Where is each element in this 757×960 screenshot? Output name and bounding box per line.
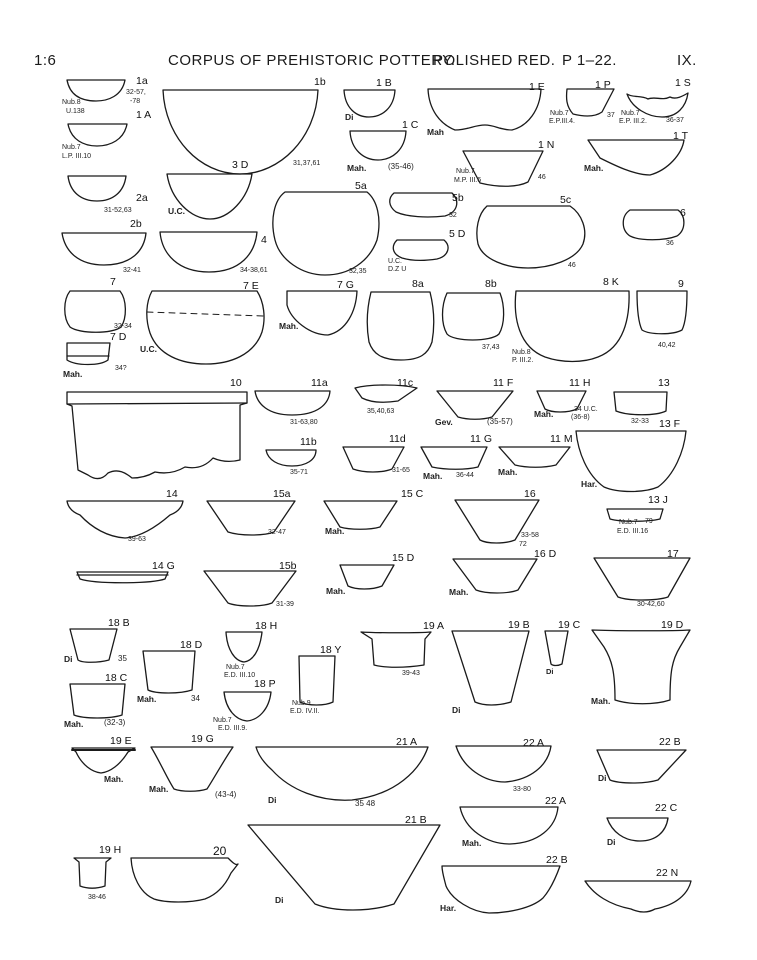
pot-18H	[226, 632, 262, 662]
figure-site: U.C.	[388, 258, 402, 265]
figure-label: 22 C	[655, 802, 678, 814]
figure-label: 16	[524, 488, 536, 500]
figure-site: P. III.2.	[512, 357, 534, 364]
figure-date: 34 U.C.	[574, 406, 598, 413]
figure-date: 33-80	[513, 786, 531, 793]
figure-provenance: Di	[546, 667, 554, 676]
figure-label: 7 G	[337, 279, 354, 291]
pot-4	[160, 232, 257, 272]
figure-provenance: Di	[598, 773, 607, 783]
figure-label: 19 B	[508, 619, 530, 631]
pot-14	[67, 501, 183, 538]
pot-11F	[437, 391, 513, 419]
figure-label: 13	[658, 377, 670, 389]
figure-label: 11b	[300, 436, 317, 448]
figure-provenance: Mah.	[137, 694, 157, 704]
figure-label: 5b	[452, 192, 464, 204]
figure-date: 31-39	[276, 601, 294, 608]
figure-label: 11 F	[493, 377, 514, 389]
pot-22C	[607, 818, 668, 841]
figure-label: 11d	[389, 433, 406, 445]
pot-15C	[324, 501, 397, 529]
figure-label: 7	[110, 276, 116, 288]
figure-label: 22 A	[523, 737, 545, 749]
figure-date: 32	[449, 212, 457, 219]
figure-provenance: Mah.	[64, 719, 84, 729]
figure-provenance: Mah	[427, 127, 444, 137]
figure-label: 19 D	[661, 619, 684, 631]
figure-date: 31,37,61	[293, 160, 321, 167]
figure-date: 32-47	[268, 529, 286, 536]
figure-site: E.D. III.16	[617, 528, 649, 535]
pot-11M	[499, 447, 570, 467]
figure-provenance: Har.	[581, 479, 598, 489]
figure-label: 5a	[355, 180, 367, 192]
figure-label: 7 E	[243, 280, 259, 292]
figure-date: 32-34	[114, 323, 132, 330]
figure-label: 13 J	[648, 494, 668, 506]
figure-label: 16 D	[534, 548, 557, 560]
figure-label: 21 A	[396, 736, 418, 748]
pot-22A-top	[456, 746, 551, 782]
figure-label: 11 M	[550, 433, 573, 445]
pot-18B	[70, 629, 117, 662]
figure-label: 1 P	[595, 79, 611, 91]
figure-date: 32-57,	[126, 89, 146, 96]
figure-date: 30-42,60	[637, 601, 665, 608]
pot-21A	[256, 747, 428, 800]
figure-label: 15 C	[401, 488, 424, 500]
pot-1E	[428, 89, 541, 130]
figure-provenance: Mah.	[423, 471, 443, 481]
figure-provenance: Mah.	[498, 467, 518, 477]
figure-date: 34-38,61	[240, 267, 268, 274]
figure-provenance: Di	[345, 112, 354, 122]
figure-site: U.138	[66, 108, 85, 115]
figure-date: 72	[519, 541, 527, 548]
figure-date: (35-57)	[487, 417, 513, 426]
figure-provenance: Mah.	[462, 838, 482, 848]
pot-19C	[545, 631, 568, 666]
pot-2b	[62, 233, 146, 265]
pot-10	[67, 392, 247, 479]
figure-label: 18 Y	[320, 644, 342, 656]
figure-label: 1 S	[675, 77, 691, 89]
figure-provenance: Di	[64, 654, 73, 664]
pot-20	[131, 858, 238, 902]
figure-site: Nub.7	[621, 110, 640, 117]
figure-site: M.P. III.6	[454, 177, 482, 184]
figure-date: 34?	[115, 365, 127, 372]
figure-date: (35-46)	[388, 162, 414, 171]
figure-label: 11c	[397, 377, 414, 389]
figure-date: 31-63,80	[290, 419, 318, 426]
figure-date: (43-4)	[215, 790, 237, 799]
pot-19A	[361, 632, 431, 667]
figure-date: (36-8)	[571, 414, 590, 421]
figure-date: 35	[118, 654, 127, 663]
figure-label: 6	[680, 207, 686, 219]
pot-19E	[72, 748, 135, 773]
figure-label: 5c	[560, 194, 572, 206]
figure-provenance: U.C.	[168, 206, 185, 216]
figure-date: 32-33	[631, 418, 649, 425]
pot-1C	[350, 131, 406, 160]
figure-date: 46	[568, 262, 576, 269]
figure-label: 22 A	[545, 795, 567, 807]
pot-7E-line	[147, 312, 263, 316]
pot-5c	[477, 206, 585, 268]
figure-label: 22 N	[656, 867, 679, 879]
figure-label: 15b	[279, 560, 297, 572]
pot-11G	[421, 447, 487, 469]
figure-label: 1 T	[673, 130, 688, 142]
pot-17	[594, 558, 690, 600]
figure-site: Nub.7	[456, 168, 475, 175]
figure-date: 36-37	[666, 117, 684, 124]
figure-date: (32-3)	[104, 718, 126, 727]
plate-subtitle: POLISHED RED.	[433, 52, 556, 69]
figure-label: 15a	[273, 488, 291, 500]
figure-label: 8a	[412, 278, 424, 290]
figure-label: 11 G	[470, 433, 492, 445]
figure-date: 39-43	[402, 670, 420, 677]
pot-22B-top	[597, 750, 686, 783]
figure-site: Nub.7	[62, 144, 81, 151]
figure-date: 46	[538, 174, 546, 181]
figure-label: 3 D	[232, 159, 249, 171]
figure-site: Nub.8	[512, 349, 531, 356]
figure-provenance: Mah.	[279, 321, 299, 331]
figure-site: E.D. IV.II.	[290, 708, 320, 715]
figure-label: 19 G	[191, 733, 214, 745]
figure-label: 7 D	[110, 331, 127, 343]
pot-8K	[515, 291, 629, 362]
figure-site: Nub.8	[62, 99, 81, 106]
pot-7D	[67, 343, 110, 365]
figure-date: 40,42	[658, 342, 676, 349]
figure-date: 33-58	[521, 532, 539, 539]
figure-label: 9	[678, 278, 684, 290]
figure-provenance: U.C.	[140, 344, 157, 354]
figure-date: 31-65	[392, 467, 410, 474]
pot-22N	[585, 881, 691, 912]
figure-label: 21 B	[405, 814, 427, 826]
figure-provenance: Di	[275, 895, 284, 905]
figure-label: 17	[667, 548, 679, 560]
figure-label: 2a	[136, 192, 148, 204]
pot-19B	[452, 631, 529, 705]
figure-site: Nub.9	[292, 700, 311, 707]
figure-label: 1a	[136, 75, 148, 87]
pot-11a	[255, 391, 330, 415]
figure-label: 18 C	[105, 672, 128, 684]
figure-provenance: Di	[268, 795, 277, 805]
figure-label: 18 H	[255, 620, 278, 632]
figure-date: 34	[191, 694, 200, 703]
figure-date: 37,43	[482, 344, 500, 351]
figure-date: 32-41	[123, 267, 141, 274]
figure-site: L.P. III.10	[62, 153, 92, 160]
figure-provenance: Mah.	[326, 586, 346, 596]
pot-14G	[77, 572, 168, 583]
plate-scale: 1:6	[34, 52, 57, 69]
figure-site: E.P. III.2.	[619, 118, 647, 125]
figure-site: Nub.7	[619, 519, 638, 526]
pot-18C	[70, 684, 125, 718]
figure-date: 36	[666, 240, 674, 247]
figure-date: 39-63	[128, 536, 146, 543]
figure-provenance: Mah.	[149, 784, 169, 794]
pot-5a	[273, 192, 379, 275]
figure-label: 8 K	[603, 276, 619, 288]
figure-site: E.D. III.9.	[218, 725, 248, 732]
pot-7E	[147, 291, 264, 364]
pot-2a	[68, 176, 126, 201]
pot-8a	[367, 292, 433, 360]
figure-provenance: Mah.	[325, 526, 345, 536]
plate-title: CORPUS OF PREHISTORIC POTTERY.	[168, 52, 456, 69]
figure-label: 1 A	[136, 109, 152, 121]
pot-10-rim	[67, 403, 247, 404]
pot-13	[614, 392, 667, 415]
figure-label: 1 N	[538, 139, 555, 151]
figure-label: 18 P	[254, 678, 276, 690]
figure-label: 2b	[130, 218, 142, 230]
pot-11b	[266, 450, 316, 466]
figure-provenance: Mah.	[347, 163, 367, 173]
figure-site: E.P.III.4.	[549, 118, 575, 125]
figure-label: 8b	[485, 278, 497, 290]
figure-provenance: Di	[607, 837, 616, 847]
figure-label: 1 C	[402, 119, 419, 131]
figure-label: 14 G	[152, 560, 175, 572]
figure-provenance: Mah.	[591, 696, 611, 706]
pot-19D	[592, 630, 690, 704]
pot-18D	[143, 651, 195, 693]
figure-provenance: Gev.	[435, 417, 453, 427]
figure-label: 13 F	[659, 418, 681, 430]
pot-5b	[390, 193, 457, 217]
figure-provenance: Mah.	[584, 163, 604, 173]
figure-site: E.D. III.10	[224, 672, 256, 679]
figure-provenance: Mah.	[63, 369, 83, 379]
pot-9	[637, 291, 687, 334]
figure-site: Nub.7	[550, 110, 569, 117]
plate-range: P 1–22.	[562, 52, 617, 69]
figure-label: 18 B	[108, 617, 130, 629]
plate-number: IX.	[677, 52, 697, 69]
figure-label: 1 B	[376, 77, 392, 89]
figure-date: 35-71	[290, 469, 308, 476]
figure-label: 22 B	[546, 854, 568, 866]
figure-label: 19 A	[423, 620, 445, 632]
figure-label: 19 E	[110, 735, 132, 747]
figure-label: 4	[261, 234, 267, 246]
figure-date: 38-46	[88, 894, 106, 901]
figure-provenance: Har.	[440, 903, 457, 913]
figure-label: 20	[213, 844, 227, 858]
figure-date: 37	[607, 112, 615, 119]
pot-19H	[74, 858, 111, 888]
figure-label: 19 H	[99, 844, 122, 856]
figure-date: 79	[645, 518, 653, 525]
figure-provenance: Mah.	[104, 774, 124, 784]
pot-15D	[340, 565, 394, 589]
figure-label: 5 D	[449, 228, 466, 240]
pot-1a	[67, 80, 125, 101]
figure-provenance: Di	[452, 705, 461, 715]
figure-label: 19 C	[558, 619, 581, 631]
figure-label: 14	[166, 488, 178, 500]
figure-label: 1b	[314, 76, 326, 88]
figure-provenance: Mah.	[449, 587, 469, 597]
figure-label: 1 E	[529, 81, 545, 93]
pot-6	[623, 207, 686, 240]
figure-date: 35 48	[355, 799, 376, 808]
figure-label: 22 B	[659, 736, 681, 748]
pot-1A	[68, 124, 127, 146]
figure-label: 18 D	[180, 639, 203, 651]
pot-18Y	[299, 656, 335, 705]
figure-label: 10	[230, 377, 242, 389]
figure-date: 36-44	[456, 472, 474, 479]
figure-label: 11 H	[569, 377, 591, 389]
figure-date: 31-52,63	[104, 207, 132, 214]
figure-site: D.Z U	[388, 266, 407, 273]
figure-date: 32,35	[349, 268, 367, 275]
figure-site: Nub.7	[213, 717, 232, 724]
figure-provenance: Mah.	[534, 409, 554, 419]
figure-date: 35,40,63	[367, 408, 395, 415]
pot-22B-bot	[442, 866, 560, 913]
figure-label: 15 D	[392, 552, 415, 564]
figure-site: Nub.7	[226, 664, 245, 671]
pot-8b	[443, 293, 504, 340]
figure-label: 11a	[311, 377, 328, 389]
figure-date: -78	[130, 98, 141, 105]
